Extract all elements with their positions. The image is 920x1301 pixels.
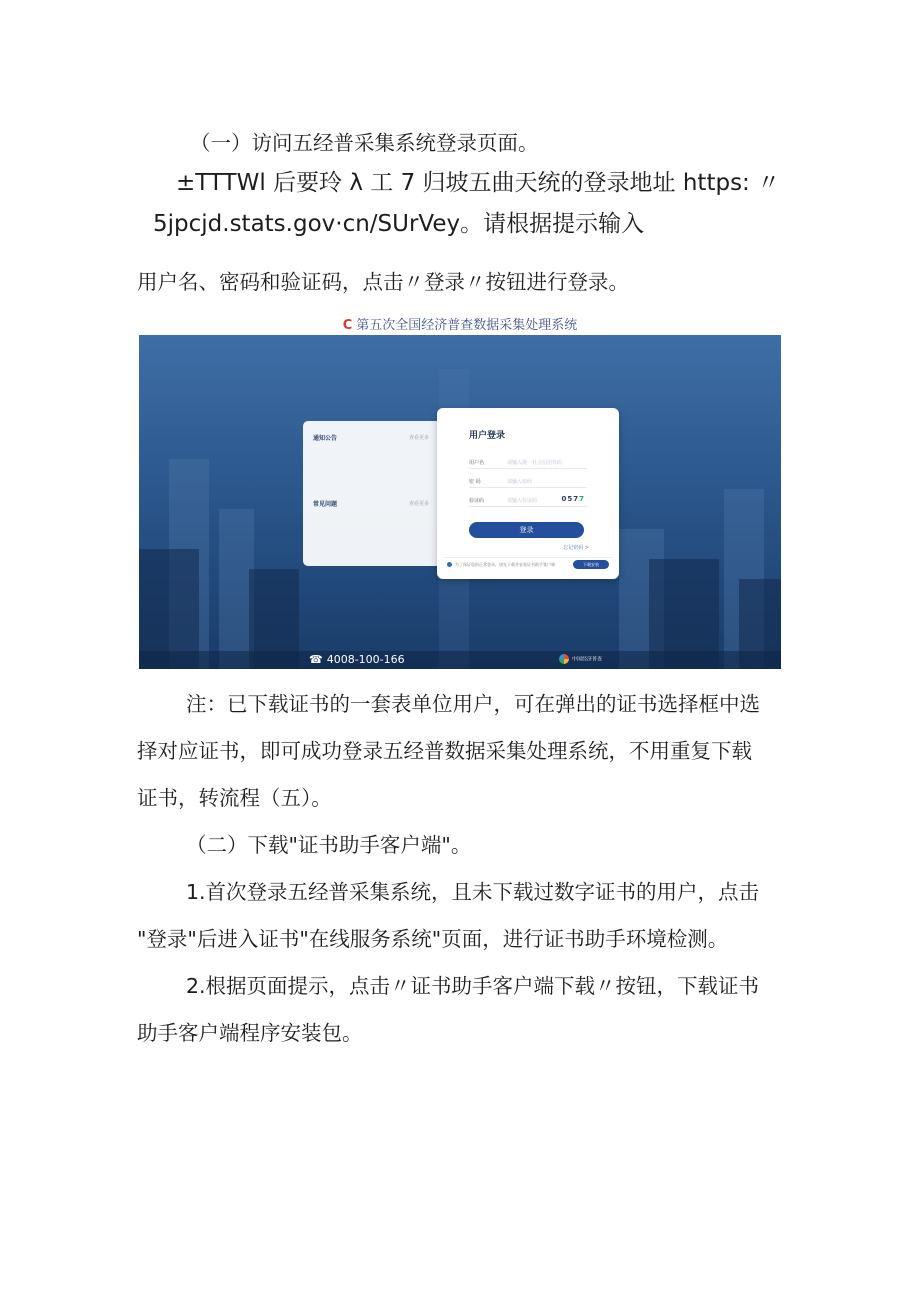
paragraph-line: 助手客户端程序安装包。 bbox=[137, 1021, 363, 1045]
captcha-digit: 7 bbox=[579, 495, 585, 503]
username-placeholder: 请输入统一社会信用代码 bbox=[507, 460, 563, 466]
login-card bbox=[437, 408, 619, 579]
info-icon bbox=[447, 562, 452, 567]
hotline-number: 4008-100-166 bbox=[326, 653, 405, 666]
section-heading-2: （二）下载"证书助手客户端"。 bbox=[186, 833, 472, 857]
paragraph-line: 2.根据页面提示，点击〃证书助手客户端下载〃按钮，下载证书 bbox=[186, 974, 760, 998]
paragraph-line: ±TTTWl 后要玲 λ 工 7 归坡五曲天统的登录地址 https: 〃 bbox=[176, 170, 781, 196]
section-heading-1: （一）访问五经普采集系统登录页面。 bbox=[190, 131, 539, 155]
username-field[interactable] bbox=[469, 457, 587, 469]
brand-name: 中国经济普查 bbox=[572, 656, 603, 663]
caption-logo-icon: C bbox=[342, 318, 353, 333]
phone-icon: ☎ bbox=[309, 653, 323, 666]
forgot-password-link[interactable]: 忘记密码 > bbox=[563, 545, 589, 551]
captcha-placeholder: 请输入验证码 bbox=[507, 498, 538, 504]
password-placeholder: 请输入密码 bbox=[507, 479, 533, 485]
paragraph-line: 用户名、密码和验证码，点击〃登录〃按钮进行登录。 bbox=[137, 270, 629, 294]
login-button[interactable]: 登录 bbox=[469, 522, 584, 538]
username-label: 用户名 bbox=[469, 460, 485, 466]
password-label: 密 码 bbox=[469, 479, 481, 485]
login-title: 用户登录 bbox=[469, 431, 506, 441]
captcha-digit: 7 bbox=[573, 495, 580, 503]
paragraph-line: "登录"后进入证书"在线服务系统"页面，进行证书助手环境检测。 bbox=[137, 927, 729, 951]
faq-more-link[interactable]: 查看更多 bbox=[408, 501, 429, 507]
note-line: 证书，转流程（五）。 bbox=[137, 786, 332, 810]
password-field[interactable] bbox=[469, 476, 587, 488]
captcha-digits: 05 bbox=[561, 495, 574, 503]
note-line: 注：已下载证书的一套表单位用户，可在弹出的证书选择框中选 bbox=[186, 692, 760, 716]
captcha-image[interactable] bbox=[562, 495, 586, 503]
screenshot-footer bbox=[139, 651, 781, 669]
census-logo-icon bbox=[559, 654, 569, 664]
notice-more-link[interactable]: 查看更多 bbox=[408, 435, 429, 441]
faq-label: 常见问题 bbox=[313, 501, 338, 508]
note-line: 择对应证书，即可成功登录五经普数据采集处理系统，不用重复下载 bbox=[137, 739, 752, 763]
info-panel bbox=[303, 421, 437, 566]
notice-text: 为了保证您的正常登录，请先下载并安装证书助手客户端 bbox=[455, 562, 555, 567]
figure-caption bbox=[0, 314, 920, 333]
download-button[interactable]: 下载安装 bbox=[573, 560, 609, 569]
caption-text: 第五次全国经济普查数据采集处理系统 bbox=[356, 318, 578, 333]
certificate-notice bbox=[443, 557, 613, 570]
captcha-field[interactable] bbox=[469, 495, 587, 507]
paragraph-line: 1.首次登录五经普采集系统，且未下载过数字证书的用户，点击 bbox=[186, 880, 760, 904]
captcha-label: 验证码 bbox=[469, 498, 485, 504]
paragraph-line: 5jpcjd.stats.gov·cn/SUrVey。请根据提示输入 bbox=[153, 211, 645, 237]
notice-label: 通知公告 bbox=[313, 435, 338, 442]
hotline bbox=[309, 653, 405, 666]
login-screenshot bbox=[139, 335, 781, 669]
brand bbox=[559, 654, 602, 664]
